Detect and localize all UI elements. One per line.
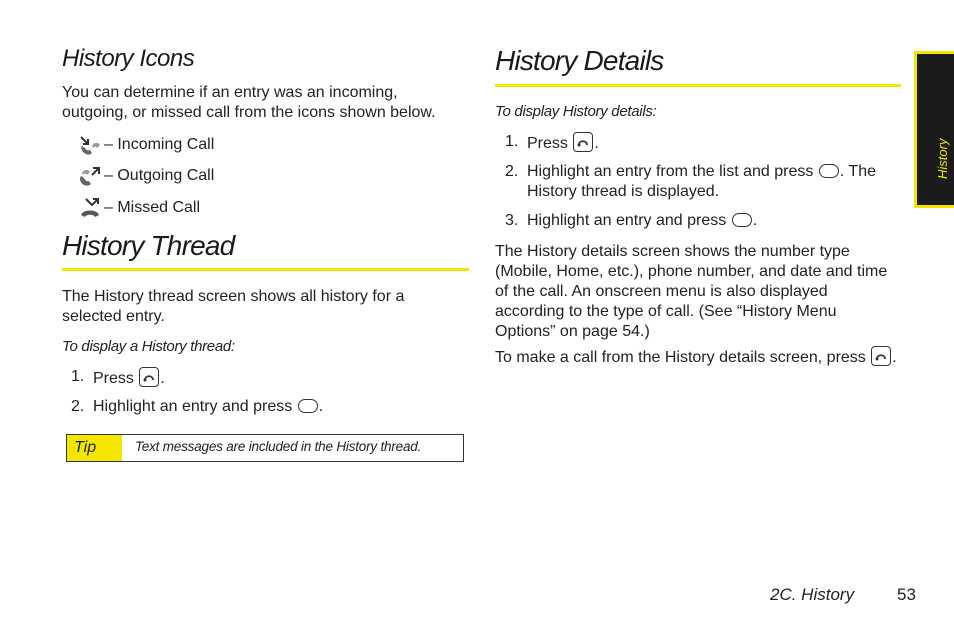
incoming-call-icon xyxy=(78,134,104,156)
side-tab-inner xyxy=(917,54,954,205)
step-number: 2. xyxy=(71,398,85,415)
step-number: 3. xyxy=(505,212,519,229)
paragraph-line: of the call. An onscreen menu is also displayed xyxy=(495,283,828,300)
footer-section: 2C. History xyxy=(770,585,855,604)
ok-key-icon xyxy=(298,399,318,413)
step-text: Highlight an entry from the list and press xyxy=(527,163,814,180)
step-text-end: . xyxy=(318,398,324,415)
thread-step-1 xyxy=(71,367,451,389)
paragraph-line: The History details screen shows the number type xyxy=(495,243,850,260)
step-number: 1. xyxy=(505,133,519,150)
outgoing-call-label: – Outgoing Call xyxy=(104,167,215,184)
history-icons-heading: History Icons xyxy=(62,45,195,72)
step-number: 1. xyxy=(71,368,85,385)
tip-text: Text messages are included in the History thread. xyxy=(135,439,422,454)
history-thread-heading: History Thread xyxy=(62,230,235,261)
details-step-2 xyxy=(505,162,905,206)
step-number: 2. xyxy=(505,163,519,180)
ok-key-icon xyxy=(732,213,752,227)
step-text-end: . xyxy=(752,212,758,229)
outgoing-call-icon xyxy=(78,165,104,187)
thread-subheading: To display a History thread: xyxy=(62,338,235,355)
make-call-text: To make a call from the History details screen, press xyxy=(495,349,866,366)
thread-heading-rule xyxy=(62,268,469,271)
talk-key-icon xyxy=(573,132,593,152)
details-step-1 xyxy=(505,132,905,154)
paragraph-line: Options” on page 54.) xyxy=(495,323,650,340)
details-heading-rule xyxy=(495,84,901,87)
details-subheading: To display History details: xyxy=(495,103,657,120)
incoming-call-label: – Incoming Call xyxy=(104,136,215,153)
history-details-heading: History Details xyxy=(495,45,664,76)
step-text-end: . The xyxy=(839,163,876,180)
missed-call-label: – Missed Call xyxy=(104,199,201,216)
tip-box xyxy=(66,434,464,462)
side-tab-label: History xyxy=(935,138,950,179)
step-text: Press xyxy=(527,135,568,152)
details-paragraph xyxy=(495,242,905,342)
thread-step-2 xyxy=(71,397,451,419)
make-call-text-end: . xyxy=(892,349,897,366)
icons-intro-line-1: You can determine if an entry was an incoming, xyxy=(62,84,398,101)
thread-intro-line-1: The History thread screen shows all history for a xyxy=(62,288,405,305)
step-text: Highlight an entry and press xyxy=(527,212,727,229)
step-text-end: . xyxy=(594,135,599,152)
missed-call-icon xyxy=(78,197,104,219)
section-side-tab xyxy=(914,51,954,208)
step-text: Press xyxy=(93,370,134,387)
ok-key-icon xyxy=(819,164,839,178)
step-text-end: . xyxy=(160,370,165,387)
thread-intro-line-2: selected entry. xyxy=(62,308,165,325)
incoming-call-row xyxy=(78,134,214,156)
tip-label: Tip xyxy=(67,435,122,461)
missed-call-row xyxy=(78,197,200,219)
talk-key-icon xyxy=(871,346,891,366)
icons-intro-line-2: outgoing, or missed call from the icons shown below. xyxy=(62,104,436,121)
step-text: Highlight an entry and press xyxy=(93,398,293,415)
details-step-3 xyxy=(505,211,905,233)
make-call-paragraph xyxy=(495,346,897,368)
talk-key-icon xyxy=(139,367,159,387)
outgoing-call-row xyxy=(78,165,214,187)
paragraph-line: (Mobile, Home, etc.), phone number, and date and time xyxy=(495,263,888,280)
footer-page-number: 53 xyxy=(897,585,916,604)
paragraph-line: according to the type of call. (See “History Menu xyxy=(495,303,837,320)
step-text-line-2: History thread is displayed. xyxy=(527,183,720,200)
